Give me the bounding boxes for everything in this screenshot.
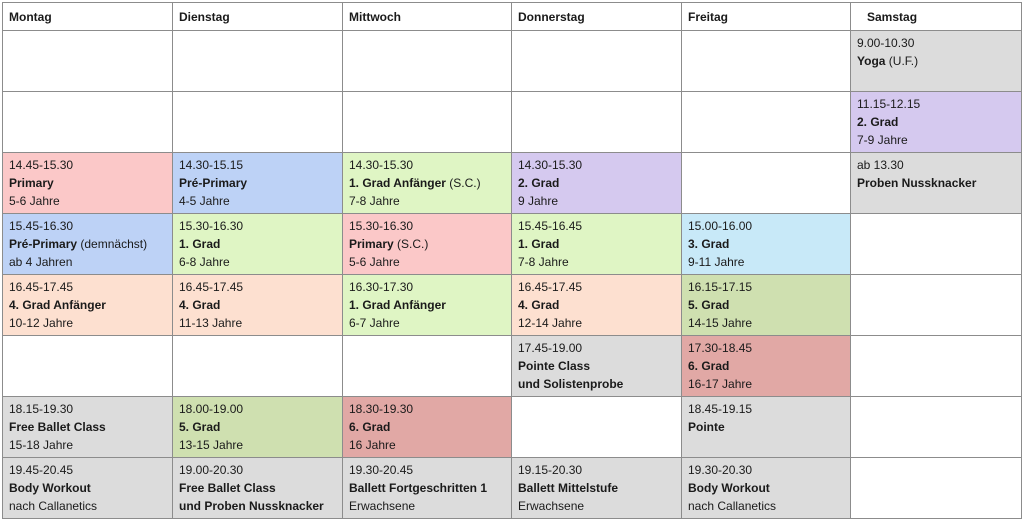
class-title-line: [9, 174, 166, 192]
class-title: Ballett Fortgeschritten 1: [349, 481, 488, 495]
class-title-line: [349, 418, 505, 436]
class-time: 15.00-16.00: [688, 219, 753, 233]
class-time: 14.30-15.15: [179, 158, 244, 172]
schedule-row: [3, 92, 1022, 153]
class-slot: [682, 336, 851, 397]
schedule-row: [3, 275, 1022, 336]
schedule-row: [3, 214, 1022, 275]
class-slot: [682, 397, 851, 458]
class-age-group: 7-9 Jahre: [857, 133, 908, 147]
class-title: 1. Grad Anfänger: [349, 176, 446, 190]
class-time: 19.15-20.30: [518, 463, 583, 477]
empty-slot: [851, 458, 1022, 519]
class-time: 18.00-19.00: [179, 402, 244, 416]
class-time: 17.30-18.45: [688, 341, 753, 355]
class-title: Body Workout: [9, 481, 91, 495]
empty-slot: [173, 92, 343, 153]
class-title: 4. Grad: [179, 298, 221, 312]
class-slot: [173, 458, 343, 519]
class-title-line: [688, 357, 844, 375]
class-title-continued: und Proben Nussknacker: [179, 499, 324, 513]
class-slot: [512, 214, 682, 275]
class-title-line: [857, 174, 1015, 192]
class-age-group: 7-8 Jahre: [349, 194, 400, 208]
class-age-group: 6-7 Jahre: [349, 316, 400, 330]
day-header-row: [3, 3, 1022, 31]
class-age-group: 15-18 Jahre: [9, 438, 74, 452]
class-time: 16.30-17.30: [349, 280, 414, 294]
class-title: 1. Grad: [518, 237, 560, 251]
class-title-line: [518, 296, 675, 314]
class-slot: [343, 214, 512, 275]
class-time: 16.45-17.45: [179, 280, 244, 294]
class-slot: [343, 397, 512, 458]
class-time: 16.15-17.15: [688, 280, 753, 294]
class-slot: [682, 214, 851, 275]
class-age-group: Erwachsene: [518, 499, 585, 513]
class-slot: [343, 275, 512, 336]
class-title: 5. Grad: [179, 420, 221, 434]
class-time: 9.00-10.30: [857, 36, 915, 50]
empty-slot: [3, 92, 173, 153]
class-slot: [512, 153, 682, 214]
day-header-monday: Montag: [3, 3, 173, 31]
class-age-group: 9 Jahre: [518, 194, 559, 208]
class-time: 16.45-17.45: [9, 280, 74, 294]
empty-slot: [512, 92, 682, 153]
class-title-line: [179, 174, 336, 192]
class-slot: [3, 214, 173, 275]
class-time: 18.45-19.15: [688, 402, 753, 416]
class-note: (S.C.): [397, 237, 429, 251]
empty-slot: [851, 336, 1022, 397]
empty-slot: [682, 92, 851, 153]
class-title: Pré-Primary: [179, 176, 248, 190]
class-title: 1. Grad: [179, 237, 221, 251]
class-title-continued: und Solistenprobe: [518, 377, 624, 391]
class-title: Body Workout: [688, 481, 770, 495]
class-slot: [682, 275, 851, 336]
class-age-group: 10-12 Jahre: [9, 316, 74, 330]
class-title-line: [349, 296, 505, 314]
class-title: 2. Grad: [518, 176, 560, 190]
schedule-row: [3, 31, 1022, 92]
class-slot: [343, 458, 512, 519]
empty-slot: [343, 336, 512, 397]
empty-slot: [3, 31, 173, 92]
empty-slot: [173, 336, 343, 397]
class-age-group: 6-8 Jahre: [179, 255, 230, 269]
class-title: 4. Grad: [518, 298, 560, 312]
class-time: 18.30-19.30: [349, 402, 414, 416]
class-slot: [3, 458, 173, 519]
class-title-line: [9, 418, 166, 436]
class-age-group: 5-6 Jahre: [9, 194, 60, 208]
class-age-group: 16-17 Jahre: [688, 377, 753, 391]
class-title-line: [179, 296, 336, 314]
class-time: 14.45-15.30: [9, 158, 74, 172]
empty-slot: [851, 397, 1022, 458]
class-slot: [173, 153, 343, 214]
class-slot: [851, 153, 1022, 214]
schedule-row: [3, 153, 1022, 214]
class-slot: [512, 458, 682, 519]
class-title: 6. Grad: [349, 420, 391, 434]
class-age-group: 13-15 Jahre: [179, 438, 244, 452]
day-header-friday: Freitag: [682, 3, 851, 31]
class-title-line: [349, 479, 505, 497]
class-time: 14.30-15.30: [349, 158, 414, 172]
class-title-line: [349, 235, 505, 253]
day-header-wednesday: Mittwoch: [343, 3, 512, 31]
day-header-tuesday: Dienstag: [173, 3, 343, 31]
empty-slot: [682, 153, 851, 214]
class-title: Primary: [9, 176, 54, 190]
class-age-group: 16 Jahre: [349, 438, 396, 452]
class-slot: [3, 397, 173, 458]
class-age-group: ab 4 Jahren: [9, 255, 73, 269]
class-title: Primary: [349, 237, 394, 251]
class-title-line: [518, 479, 675, 497]
class-title-line: [179, 418, 336, 436]
class-title: Pointe Class: [518, 359, 591, 373]
class-title: 4. Grad Anfänger: [9, 298, 106, 312]
class-time: 15.30-16.30: [179, 219, 244, 233]
class-time: 15.30-16.30: [349, 219, 414, 233]
class-age-group: 11-13 Jahre: [179, 316, 243, 330]
class-time: 19.45-20.45: [9, 463, 74, 477]
empty-slot: [851, 214, 1022, 275]
empty-slot: [851, 275, 1022, 336]
class-title: Proben Nussknacker: [857, 176, 977, 190]
class-time: 19.00-20.30: [179, 463, 244, 477]
empty-slot: [682, 31, 851, 92]
class-time: 19.30-20.30: [688, 463, 753, 477]
class-title-line: [518, 235, 675, 253]
class-title-line: [857, 113, 1015, 131]
class-title-line: [9, 296, 166, 314]
class-title-line: [688, 479, 844, 497]
empty-slot: [512, 31, 682, 92]
class-time: 18.15-19.30: [9, 402, 74, 416]
class-title-line: [857, 52, 1015, 70]
class-slot: [173, 275, 343, 336]
class-title-line: [688, 296, 844, 314]
class-age-group: nach Callanetics: [9, 499, 98, 513]
class-slot: [851, 31, 1022, 92]
empty-slot: [3, 336, 173, 397]
schedule-row: [3, 397, 1022, 458]
class-title-line: [688, 418, 844, 436]
empty-slot: [343, 31, 512, 92]
class-title-line: [349, 174, 505, 192]
class-age-group: 4-5 Jahre: [179, 194, 230, 208]
class-title: 1. Grad Anfänger: [349, 298, 446, 312]
class-title: 6. Grad: [688, 359, 730, 373]
class-note: (demnächst): [80, 237, 148, 251]
class-title: Free Ballet Class: [179, 481, 276, 495]
class-slot: [851, 92, 1022, 153]
class-age-group: 14-15 Jahre: [688, 316, 753, 330]
day-header-thursday: Donnerstag: [512, 3, 682, 31]
class-slot: [682, 458, 851, 519]
class-title: Pointe: [688, 420, 725, 434]
class-title: Pré-Primary: [9, 237, 78, 251]
class-title: Yoga: [857, 54, 886, 68]
class-age-group: Erwachsene: [349, 499, 416, 513]
empty-slot: [343, 92, 512, 153]
class-title: 2. Grad: [857, 115, 899, 129]
schedule-body: [3, 31, 1022, 519]
weekly-schedule-table: [2, 2, 1022, 519]
class-slot: [512, 336, 682, 397]
class-title-line: [518, 174, 675, 192]
class-title: 3. Grad: [688, 237, 730, 251]
class-title: Ballett Mittelstufe: [518, 481, 619, 495]
class-time: 17.45-19.00: [518, 341, 583, 355]
empty-slot: [512, 397, 682, 458]
class-time: 15.45-16.45: [518, 219, 583, 233]
class-title-line: [518, 357, 675, 375]
class-age-group: 12-14 Jahre: [518, 316, 583, 330]
class-age-group: 9-11 Jahre: [688, 255, 745, 269]
schedule-row: [3, 458, 1022, 519]
class-title-line: [179, 479, 336, 497]
class-time: 14.30-15.30: [518, 158, 583, 172]
class-title-line: [179, 235, 336, 253]
class-time: 15.45-16.30: [9, 219, 74, 233]
class-slot: [173, 397, 343, 458]
class-time: 16.45-17.45: [518, 280, 583, 294]
class-title-line: [688, 235, 844, 253]
class-title: 5. Grad: [688, 298, 730, 312]
class-slot: [3, 275, 173, 336]
class-note: (S.C.): [449, 176, 481, 190]
day-header-saturday: Samstag: [851, 3, 1022, 31]
class-title-line: [9, 235, 166, 253]
class-slot: [512, 275, 682, 336]
class-age-group: nach Callanetics: [688, 499, 777, 513]
class-slot: [343, 153, 512, 214]
class-slot: [3, 153, 173, 214]
empty-slot: [173, 31, 343, 92]
class-title: Free Ballet Class: [9, 420, 106, 434]
class-age-group: 5-6 Jahre: [349, 255, 400, 269]
class-title-line: [9, 479, 166, 497]
class-time: 11.15-12.15: [857, 97, 921, 111]
class-age-group: 7-8 Jahre: [518, 255, 569, 269]
class-time: ab 13.30: [857, 158, 904, 172]
class-slot: [173, 214, 343, 275]
class-note: (U.F.): [888, 54, 919, 68]
class-time: 19.30-20.45: [349, 463, 414, 477]
schedule-row: [3, 336, 1022, 397]
